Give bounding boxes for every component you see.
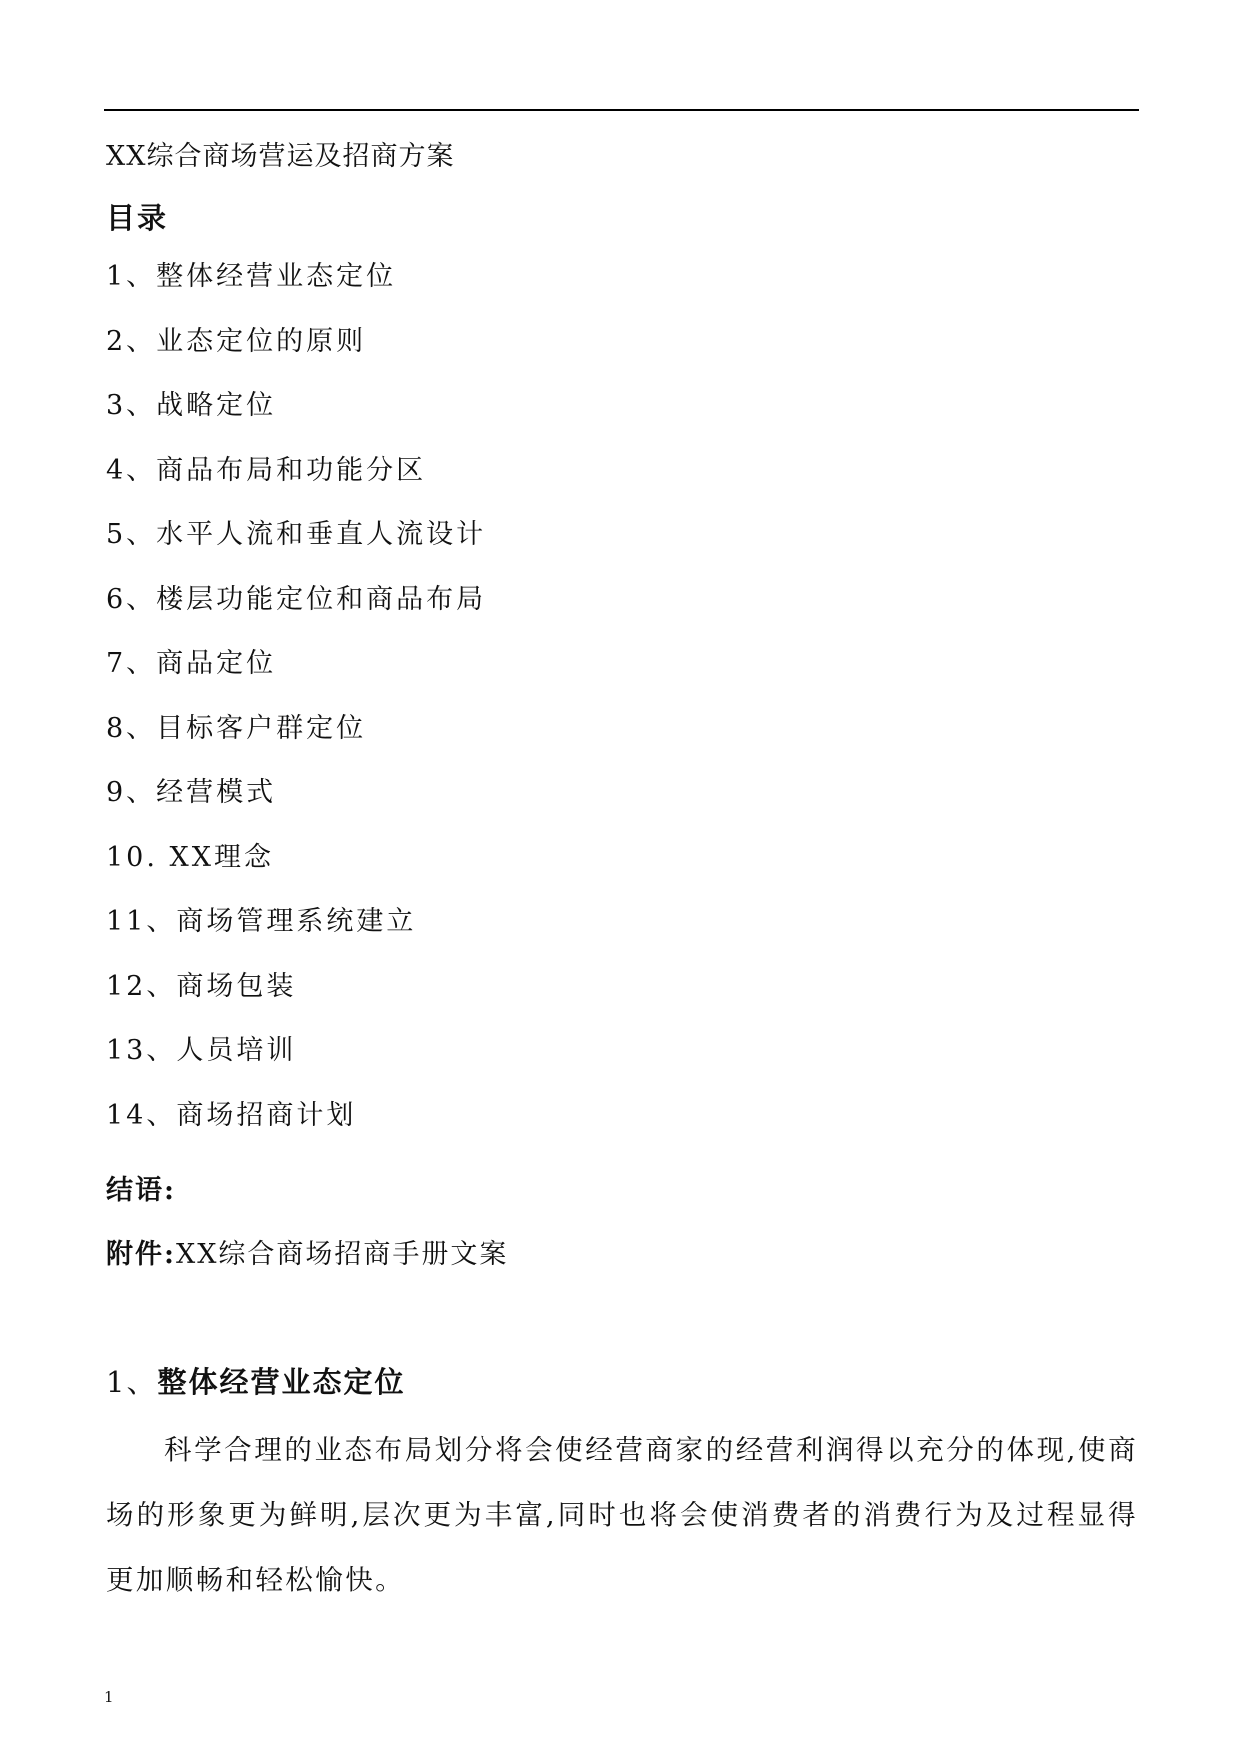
section-number: 1、 (106, 1365, 158, 1399)
appendix-label: 附件: (106, 1239, 176, 1270)
header-rule (104, 109, 1139, 111)
toc-heading: 目录 (106, 201, 169, 235)
toc-item: 8、目标客户群定位 (106, 712, 367, 744)
toc-item: 13、人员培训 (106, 1035, 297, 1066)
toc-item: 3、战略定位 (106, 390, 277, 421)
toc-item: 7、商品定位 (106, 648, 277, 679)
toc-item: 11、商场管理系统建立 (106, 906, 417, 937)
toc-item: 4、商品布局和功能分区 (106, 454, 427, 486)
document-title: XX综合商场营运及招商方案 (106, 141, 455, 172)
appendix-text: XX综合商场招商手册文案 (175, 1239, 509, 1270)
toc-item: 10. XX理念 (106, 841, 274, 873)
page-number: 1 (104, 1688, 114, 1706)
conclusion-label: 结语: (106, 1175, 176, 1206)
toc-item: 9、经营模式 (106, 777, 277, 808)
toc-item: 14、商场招商计划 (106, 1099, 357, 1131)
section-title: 整体经营业态定位 (157, 1365, 406, 1399)
toc-item: 5、水平人流和垂直人流设计 (106, 519, 487, 550)
toc-item: 12、商场包装 (106, 970, 297, 1002)
section-heading (106, 1360, 405, 1401)
toc-item: 2、业态定位的原则 (106, 325, 367, 357)
section-paragraph: 科学合理的业态布局划分将会使经营商家的经营利润得以充分的体现,使商场的形象更为鲜明,层次更为丰富,同时也将会使消费者的消费行为及过程显得更加顺畅和轻松愉快。 (106, 1434, 1138, 1596)
toc-item: 6、楼层功能定位和商品布局 (106, 583, 487, 615)
appendix-line (106, 1232, 508, 1271)
table-of-contents (106, 260, 1006, 1163)
toc-item: 1、整体经营业态定位 (106, 261, 397, 292)
